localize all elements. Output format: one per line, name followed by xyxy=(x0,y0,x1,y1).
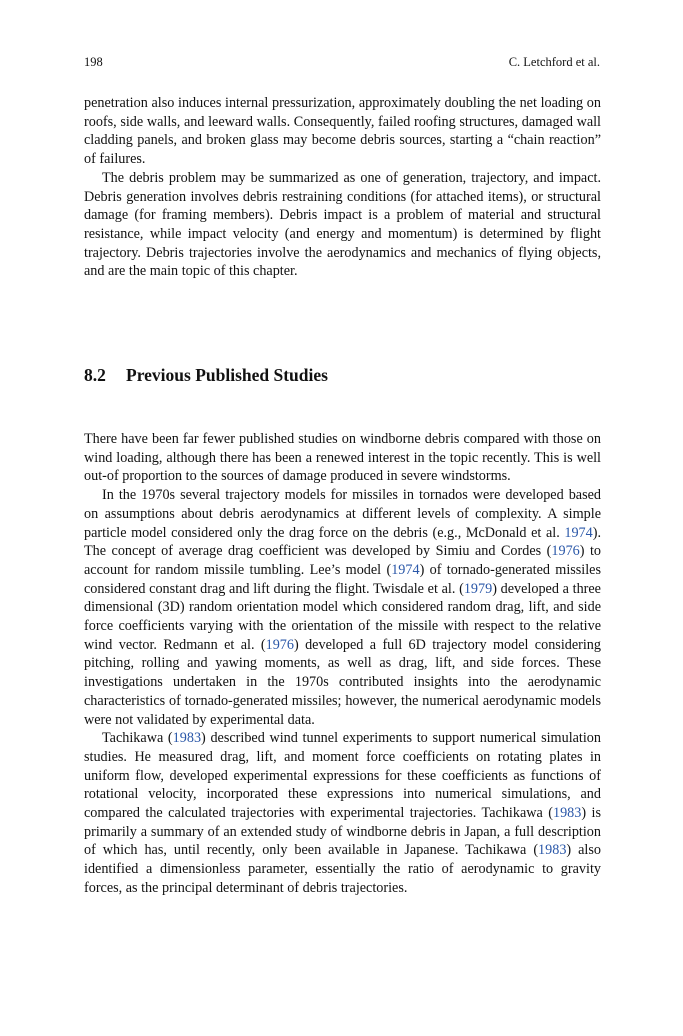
paragraph-4-text-2: ). The concept of average drag coefficient was developed by Simiu and Cordes ( xyxy=(84,524,601,560)
citation-link-tachikawa-1983-c[interactable]: 1983 xyxy=(538,842,567,859)
section-text-block xyxy=(84,430,601,898)
paragraph-intro-2: The debris problem may be summarized as one of generation, trajectory, and impact. Debris generation involves debris restraining conditions (for attached items), or structural damage (for framing members). Debris impact is a problem of material and structural resistance, while impact velocity (and energy and momentum) is determined by flight trajectory. Debris trajectories involve the aerodynamics and mechanics of flying objects, and are the main topic of this chapter. xyxy=(84,169,601,280)
citation-link-mcdonald-1974[interactable]: 1974 xyxy=(564,524,593,541)
paragraph-5-text-4: ) also identified a dimensionless parameter, essentially the ratio of aerodynamic to gravity forces, as the principal determinant of debris trajectories. xyxy=(84,842,601,896)
intro-text-block xyxy=(84,94,601,281)
citation-link-lee-1974[interactable]: 1974 xyxy=(391,561,420,578)
citation-link-redmann-1976[interactable]: 1976 xyxy=(265,636,294,653)
section-number: 8.2 xyxy=(84,365,106,385)
author-running-title: C. Letchford et al. xyxy=(508,55,600,69)
running-head xyxy=(84,54,600,70)
citation-link-tachikawa-1983-a[interactable]: 1983 xyxy=(172,730,202,747)
section-title: Previous Published Studies xyxy=(126,365,328,385)
paragraph-4-text-6: ) developed a full 6D trajectory model considering pitching, rolling and yawing moments, as well as drag, lift, and side forces. These investigations undertaken in the 1970s contributed insights into the aerodynamic characteristics of tornado-generated missiles; however, the numerical aerodynamic models were not validated by experimental data. xyxy=(84,636,601,728)
citation-link-tachikawa-1983-b[interactable]: 1983 xyxy=(552,805,582,822)
paragraph-4 xyxy=(84,486,601,729)
paragraph-4-text-5: ) developed a three dimensional (3D) random orientation model which considered random drag, lift, and side force coefficients varying with the orientation of the missile with respect to the relative wind vector. Redmann et al. ( xyxy=(84,580,601,653)
paragraph-4-text-3: ) to account for random missile tumbling. Lee’s model ( xyxy=(84,543,601,578)
paragraph-4-text-1: In the 1970s several trajectory models for missiles in tornados were developed based on assumptions about debris aerodynamics at different levels of complexity. A simple particle model considered only the drag force on the debris (e.g., McDonald et al. xyxy=(84,487,601,541)
page-number: 198 xyxy=(84,55,103,69)
paragraph-3: There have been far fewer published studies on windborne debris compared with those on wind loading, although there has been a renewed interest in the topic recently. This is well out-of proportion to the sources of damage produced in severe windstorms. xyxy=(84,431,601,485)
paragraph-4-text-4: ) of tornado-generated missiles considered constant drag and lift during the flight. Twisdale et al. ( xyxy=(84,561,602,597)
paragraph-intro-1: penetration also induces internal pressurization, approximately doubling the net loading on roofs, side walls, and leeward walls. Consequently, failed roofing structures, damaged wall cladding panels, and broken glass may become debris sources, starting a “chain reaction” of failures. xyxy=(84,95,601,168)
section-heading xyxy=(84,364,328,386)
citation-link-twisdale-1979[interactable]: 1979 xyxy=(463,580,493,597)
citation-link-simiu-cordes-1976[interactable]: 1976 xyxy=(551,543,580,560)
paragraph-5-text-2: ) described wind tunnel experiments to support numerical simulation studies. He measured drag, lift, and moment force coefficients on rotating plates in uniform flow, developed experimental expressions for these coefficients as functions of rotational velocity, incorporated these expressions into numerical simulations, and compared the calculated trajectories with experimental trajectories. Tachikawa ( xyxy=(84,730,601,822)
paragraph-5-text-3: ) is primarily a summary of an extended study of windborne debris in Japan, a full description of which has, until recently, only been available in Japanese. Tachikawa ( xyxy=(84,805,602,859)
paragraph-5-text-1: Tachikawa ( xyxy=(102,730,173,747)
paragraph-5 xyxy=(84,729,601,897)
